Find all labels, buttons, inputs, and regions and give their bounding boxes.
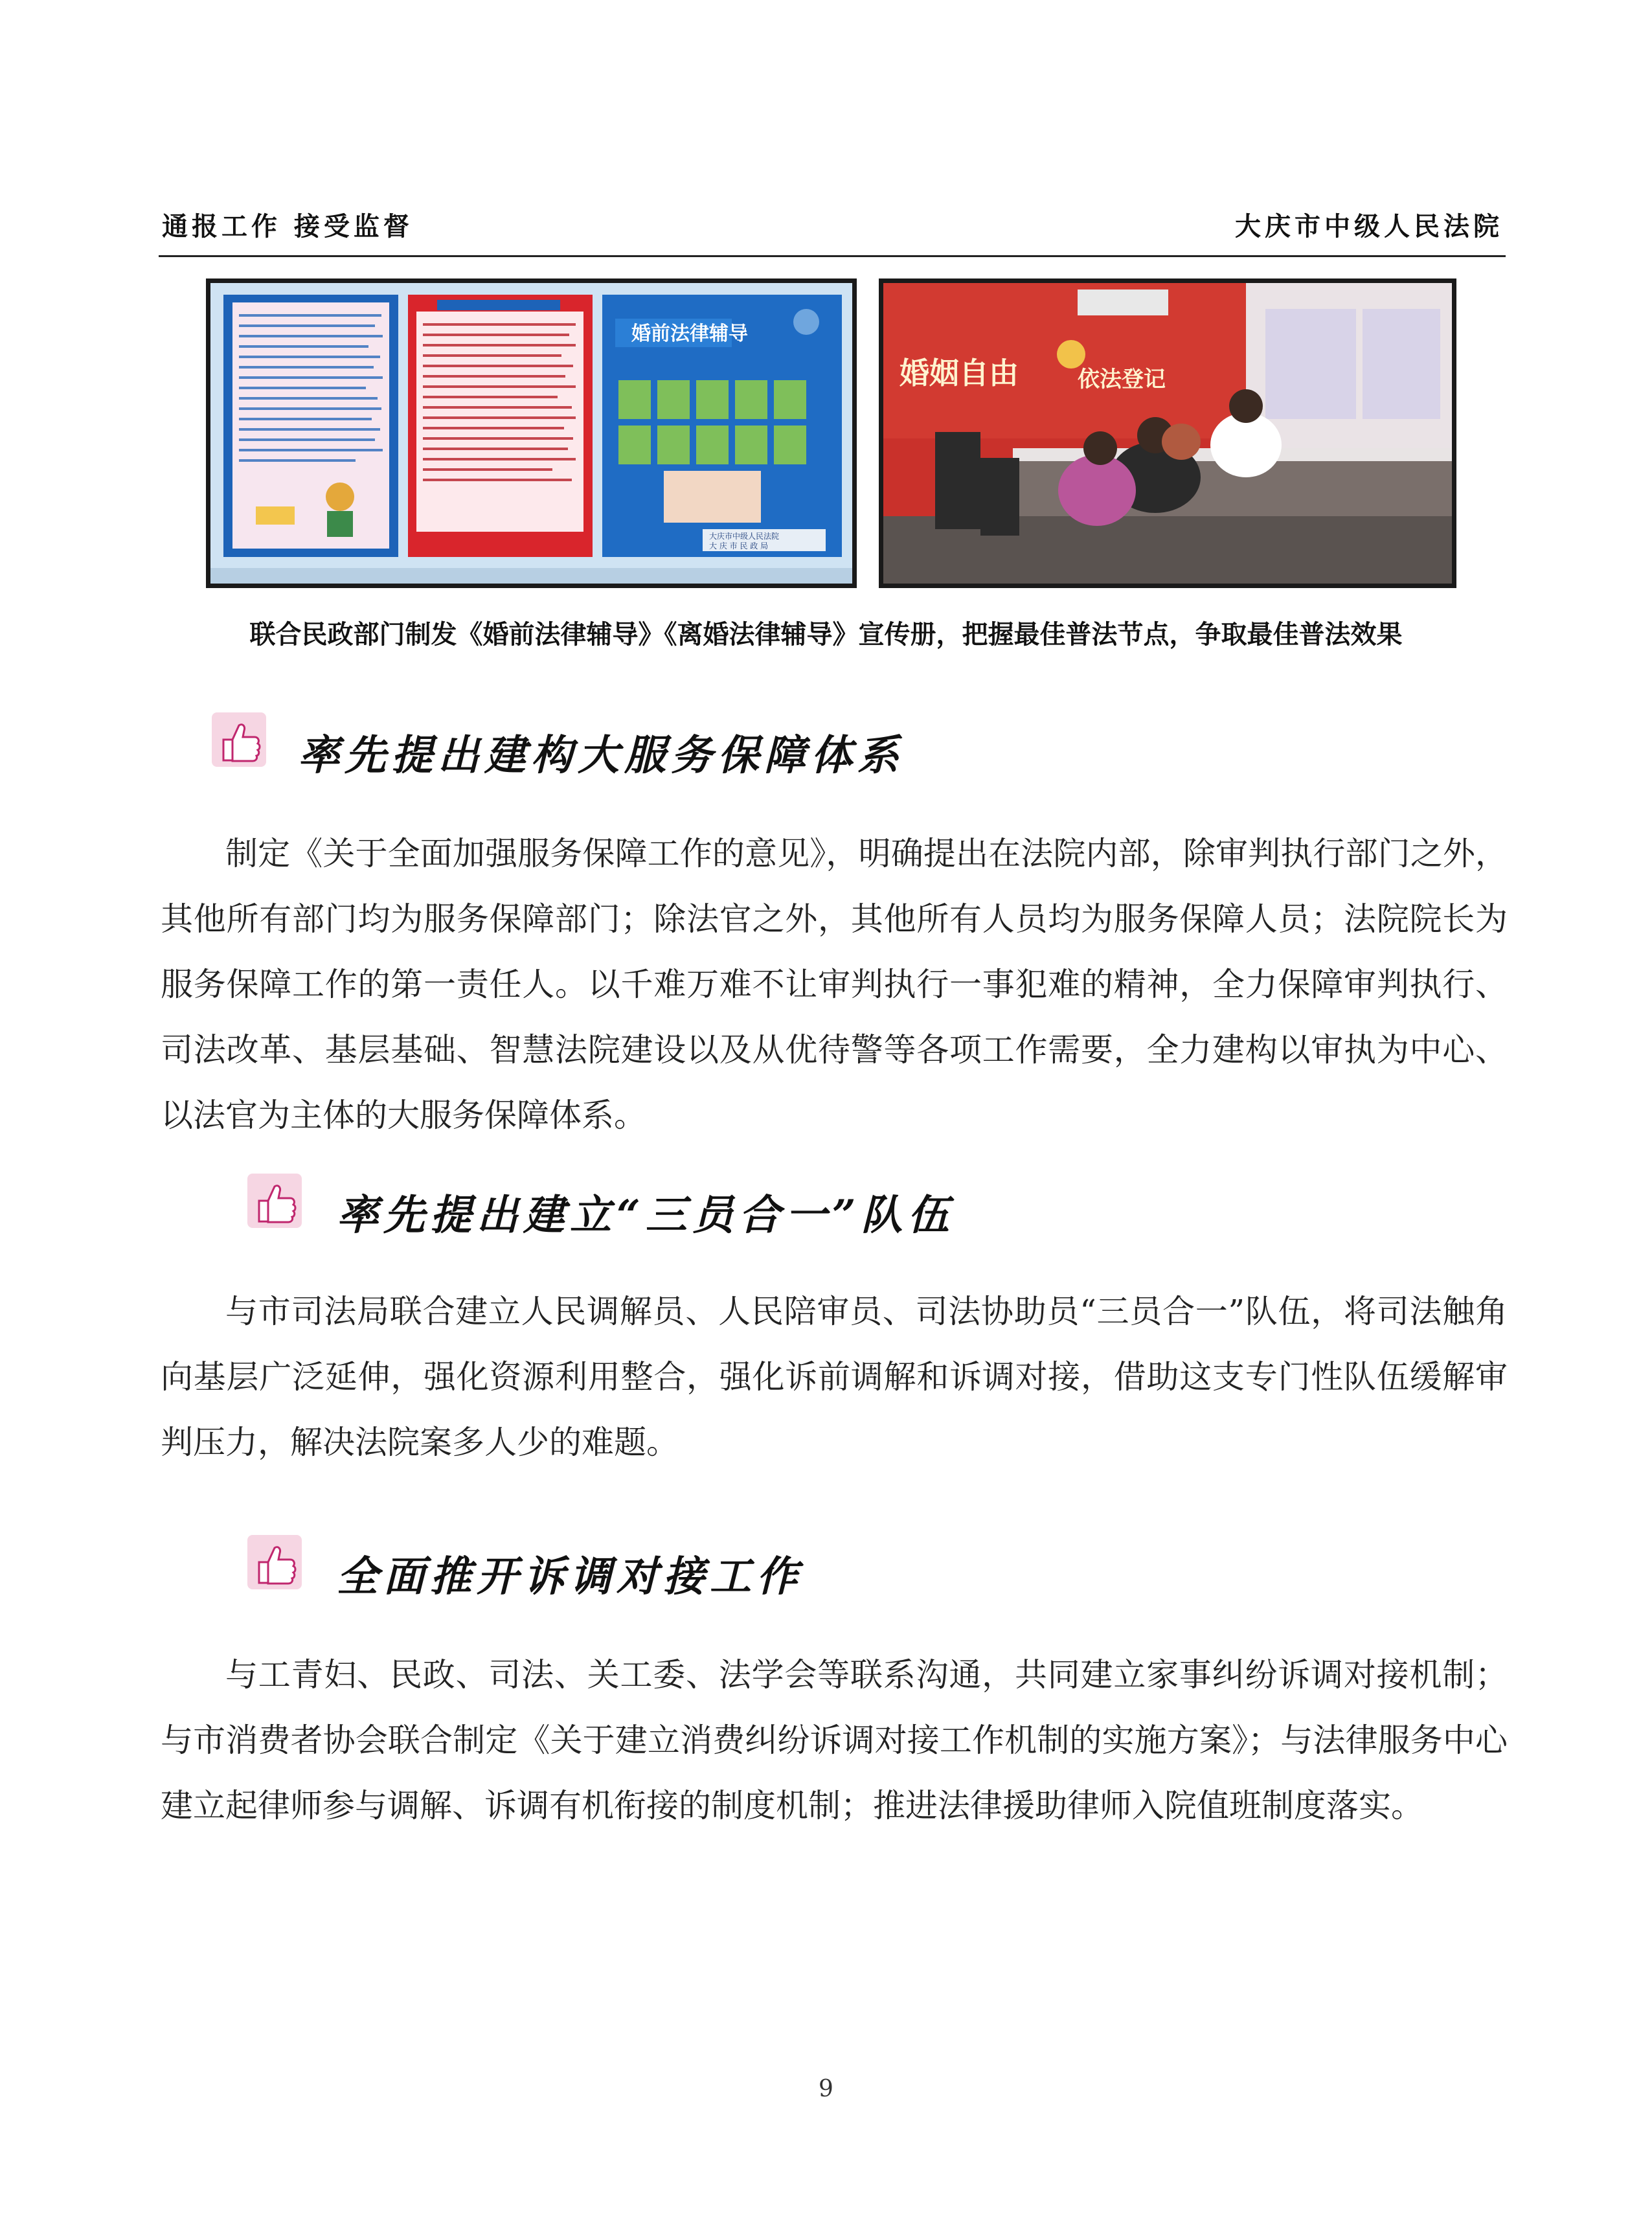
office-illustration [883,283,1452,584]
board-title-sign: 婚前法律辅导 [631,323,748,345]
board-footer-text-2: 大 庆 市 民 政 局 [709,541,769,551]
photo-premarital-guidance-board [206,278,857,588]
thumbs-up-icon [210,711,267,768]
wall-text-legal-registration: 依法登记 [1078,367,1166,392]
board-footer-text-1: 大庆市中级人民法院 [709,532,780,541]
section-body-service-support: 制定《关于全面加强服务保障工作的意见》，明确提出在法院内部，除审判执行部门之外，其他所有部门均为服务保障部门；除法官之外，其他所有人员均为服务保障人员；法院院长为服务保障工作的第一责任人。以千难万难不让审判执行一事犯难的精神，全力保障审判执行、司法改革、基层基础、智慧法院建设以及从优待警等各项工作需要，全力建构以审执为中心、以法官为主体的大服务保障体系。 [161,835,1508,1134]
section-title-service-support: 率先提出建构大服务保障体系 [298,731,904,780]
section-title-litigation-mediation: 全面推开诉调对接工作 [337,1552,803,1601]
board-illustration [210,283,852,584]
wall-text-marriage-freedom: 婚姻自由 [900,356,1019,391]
section-body-three-in-one: 与市司法局联合建立人民调解员、人民陪审员、司法协助员“三员合一”队伍，将司法触角向基层广泛延伸，强化资源利用整合，强化诉前调解和诉调对接，借助这支专门性队伍缓解审判压力，解决法院案多人少的难题。 [161,1293,1508,1461]
photo-marriage-registration-office [879,278,1456,588]
header-right-text: 大庆市中级人民法院 [1235,211,1503,242]
header-rule [159,255,1506,257]
section-title-three-in-one: 率先提出建立“三员合一”队伍 [337,1191,955,1240]
photo-caption: 联合民政部门制发《婚前法律辅导》《离婚法律辅导》宣传册，把握最佳普法节点，争取最佳普法效果 [249,620,1403,650]
section-body-litigation-mediation: 与工青妇、民政、司法、关工委、法学会等联系沟通，共同建立家事纠纷诉调对接机制；与市消费者协会联合制定《关于建立消费纠纷诉调对接工作机制的实施方案》；与法律服务中心建立起律师参与调解、诉调有机衔接的制度机制；推进法律援助律师入院值班制度落实。 [161,1656,1508,1824]
thumbs-up-icon [246,1534,303,1591]
thumbs-up-icon [246,1172,303,1229]
page-number: 9 [819,2076,833,2102]
header-left-text: 通报工作 接受监督 [162,211,413,242]
